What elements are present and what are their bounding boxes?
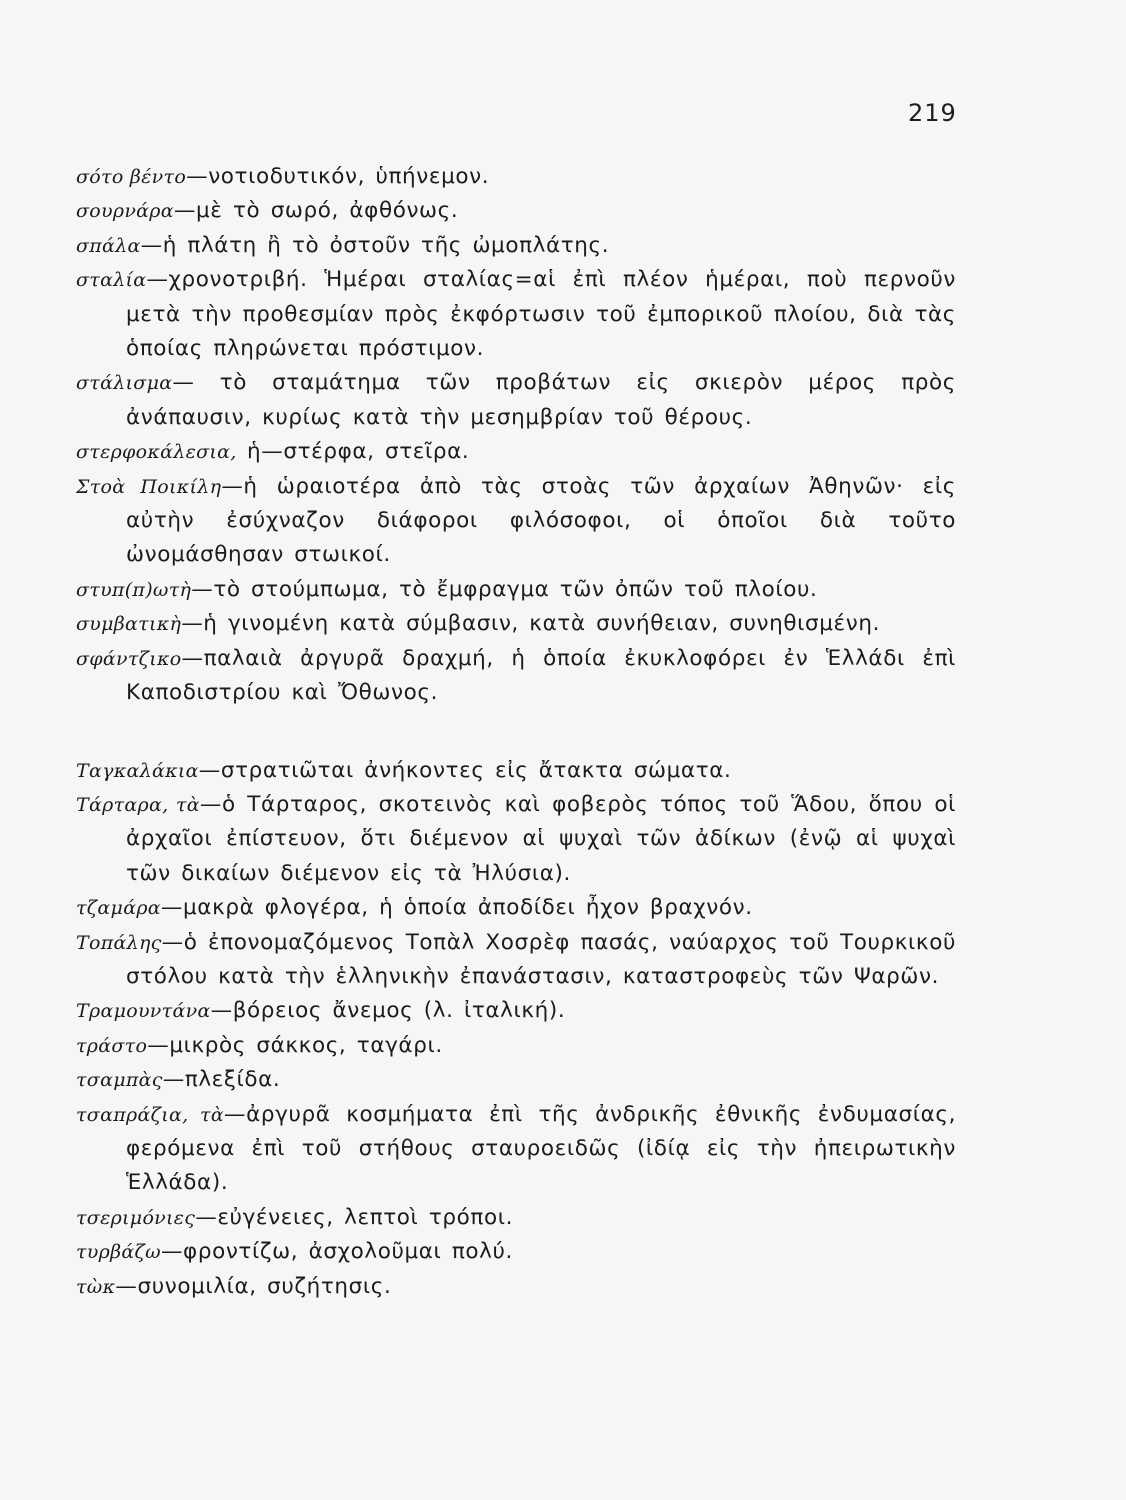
entry-term: στυπ(π)ωτὴ xyxy=(76,578,192,601)
entry-term: σότο βέντο xyxy=(76,166,187,188)
entry-term: σουρνάρα xyxy=(76,200,174,223)
glossary-entry xyxy=(76,1235,956,1269)
entry-definition: — τὸ σταμάτημα τῶν προβάτων εἰς σκιερὸν μέρος πρὸς ἀνάπαυσιν, κυρίως κατὰ τὴν μεσημβρίαν τοῦ θέρους. xyxy=(126,370,956,430)
glossary-entry xyxy=(76,194,956,228)
glossary-entries xyxy=(76,160,956,1304)
glossary-group-tau xyxy=(76,754,956,1305)
entry-definition: —εὐγένειες, λεπτοὶ τρόποι. xyxy=(195,1204,514,1230)
entry-definition: —ἀργυρᾶ κοσμήματα ἐπὶ τῆς ἀνδρικῆς ἐθνικῆς ἐνδυμασίας, φερόμενα ἐπὶ τοῦ στήθους σταυροειδῶς (ἰδίᾳ εἰς τὴν ἠπειρωτικὴν Ἑλλάδα). xyxy=(126,1101,956,1196)
glossary-entry xyxy=(76,891,956,925)
entry-term: σταλία xyxy=(76,269,147,292)
entry-term: τζαμάρα xyxy=(76,897,161,920)
glossary-entry xyxy=(76,754,956,788)
entry-definition: —μὲ τὸ σωρό, ἀφθόνως. xyxy=(173,198,459,224)
glossary-group-sigma xyxy=(76,160,956,711)
entry-definition: —ὁ ἐπονομαζόμενος Τοπὰλ Χοσρὲφ πασάς, ναύαρχος τοῦ Τουρκικοῦ στόλου κατὰ τὴν ἑλληνικὴν ἐπανάστασιν, καταστροφεὺς τῶν Ψαρῶν. xyxy=(126,929,956,989)
entry-definition: —μακρὰ φλογέρα, ἡ ὁποία ἀποδίδει ἦχον βραχνόν. xyxy=(160,895,753,921)
glossary-entry xyxy=(76,607,956,641)
entry-definition: —χρονοτριβή. Ἡμέραι σταλίας=αἱ ἐπὶ πλέον ἡμέραι, ποὺ περνοῦν μετὰ τὴν προθεσμίαν πρὸς ἐκφόρτωσιν τοῦ ἐμπορικοῦ πλοίου, διὰ τὰς ὁποίας πληρώνεται πρόστιμον. xyxy=(126,267,956,362)
glossary-entry xyxy=(76,1063,956,1097)
glossary-entry xyxy=(76,1270,956,1304)
glossary-entry xyxy=(76,1201,956,1235)
entry-definition: —παλαιὰ ἀργυρᾶ δραχμή, ἡ ὁποία ἐκυκλοφόρει ἐν Ἑλλάδι ἐπὶ Καποδιστρίου καὶ Ὄθωνος. xyxy=(126,645,956,706)
entry-term: στερφοκάλεσια, xyxy=(76,441,237,464)
entry-term: τὼκ xyxy=(76,1275,116,1298)
entry-definition: —ὁ Τάρταρος, σκοτεινὸς καὶ φοβερὸς τόπος τοῦ Ἅδου, ὅπου οἱ ἀρχαῖοι ἐπίστευον, ὅτι διέμενον αἱ ψυχαὶ τῶν ἀδίκων (ἐνῷ αἱ ψυχαὶ τῶν δικαίων διέμενον εἰς τὰ Ἠλύσια). xyxy=(126,791,956,886)
entry-definition: —βόρειος ἄνεμος (λ. ἰταλική). xyxy=(210,998,566,1024)
entry-definition: ἡ—στέρφα, στεῖρα. xyxy=(236,439,470,465)
glossary-entry xyxy=(76,1029,956,1063)
entry-term: συμβατικὴ xyxy=(76,613,182,636)
entry-term: τσεριμόνιες xyxy=(76,1206,196,1229)
entry-term: τυρβάζω xyxy=(76,1241,161,1264)
entry-definition: —φροντίζω, ἀσχολοῦμαι πολύ. xyxy=(160,1239,513,1265)
glossary-entry xyxy=(76,435,956,469)
glossary-entry xyxy=(76,788,956,891)
entry-term: Στοὰ Ποικίλη xyxy=(76,475,222,498)
entry-term: τσαμπὰς xyxy=(76,1069,163,1092)
entry-definition: —ἡ πλάτη ἢ τὸ ὀστοῦν τῆς ὠμοπλάτης. xyxy=(140,232,610,258)
page-number: 219 xyxy=(908,99,957,127)
entry-definition: —ἡ ὡραιοτέρα ἀπὸ τὰς στοὰς τῶν ἀρχαίων Ἀθηνῶν· εἰς αὐτὴν ἐσύχναζον διάφοροι φιλόσοφοι, οἱ ὁποῖοι διὰ τοῦτο ὠνομάσθησαν στωικοί. xyxy=(126,473,957,568)
entry-term: Τοπάλης xyxy=(76,931,162,954)
entry-term: Ταγκαλάκια xyxy=(76,759,199,782)
entry-definition: —στρατιῶται ἀνήκοντες εἰς ἄτακτα σώματα. xyxy=(198,757,732,783)
entry-definition: —νοτιοδυτικόν, ὑπήνεμον. xyxy=(186,164,490,189)
entry-term: σφάντζικο xyxy=(76,647,182,670)
glossary-entry xyxy=(76,926,956,995)
glossary-entry xyxy=(76,366,956,435)
entry-term: σπάλα xyxy=(76,234,141,257)
entry-term: Τάρταρα, τὰ xyxy=(76,793,200,816)
glossary-entry xyxy=(76,994,956,1028)
entry-definition: —πλεξίδα. xyxy=(162,1067,281,1093)
entry-definition: —ἡ γινομένη κατὰ σύμβασιν, κατὰ συνήθειαν, συνηθισμένη. xyxy=(181,611,881,637)
glossary-entry xyxy=(76,263,956,366)
glossary-entry xyxy=(76,160,956,194)
entry-term: τράστο xyxy=(76,1034,148,1057)
entry-term: στάλισμα xyxy=(76,372,173,395)
entry-definition: —μικρὸς σάκκος, ταγάρι. xyxy=(147,1032,443,1058)
entry-definition: —συνομιλία, συζήτησις. xyxy=(115,1273,392,1299)
entry-definition: —τὸ στούμπωμα, τὸ ἔμφραγμα τῶν ὀπῶν τοῦ πλοίου. xyxy=(191,576,818,602)
glossary-entry xyxy=(76,573,956,607)
entry-term: Τραμουντάνα xyxy=(76,1000,211,1023)
glossary-entry xyxy=(76,470,956,573)
glossary-entry xyxy=(76,229,956,263)
entry-term: τσαπράζια, τὰ xyxy=(76,1103,224,1126)
glossary-entry xyxy=(76,1098,956,1201)
glossary-entry xyxy=(76,642,956,711)
